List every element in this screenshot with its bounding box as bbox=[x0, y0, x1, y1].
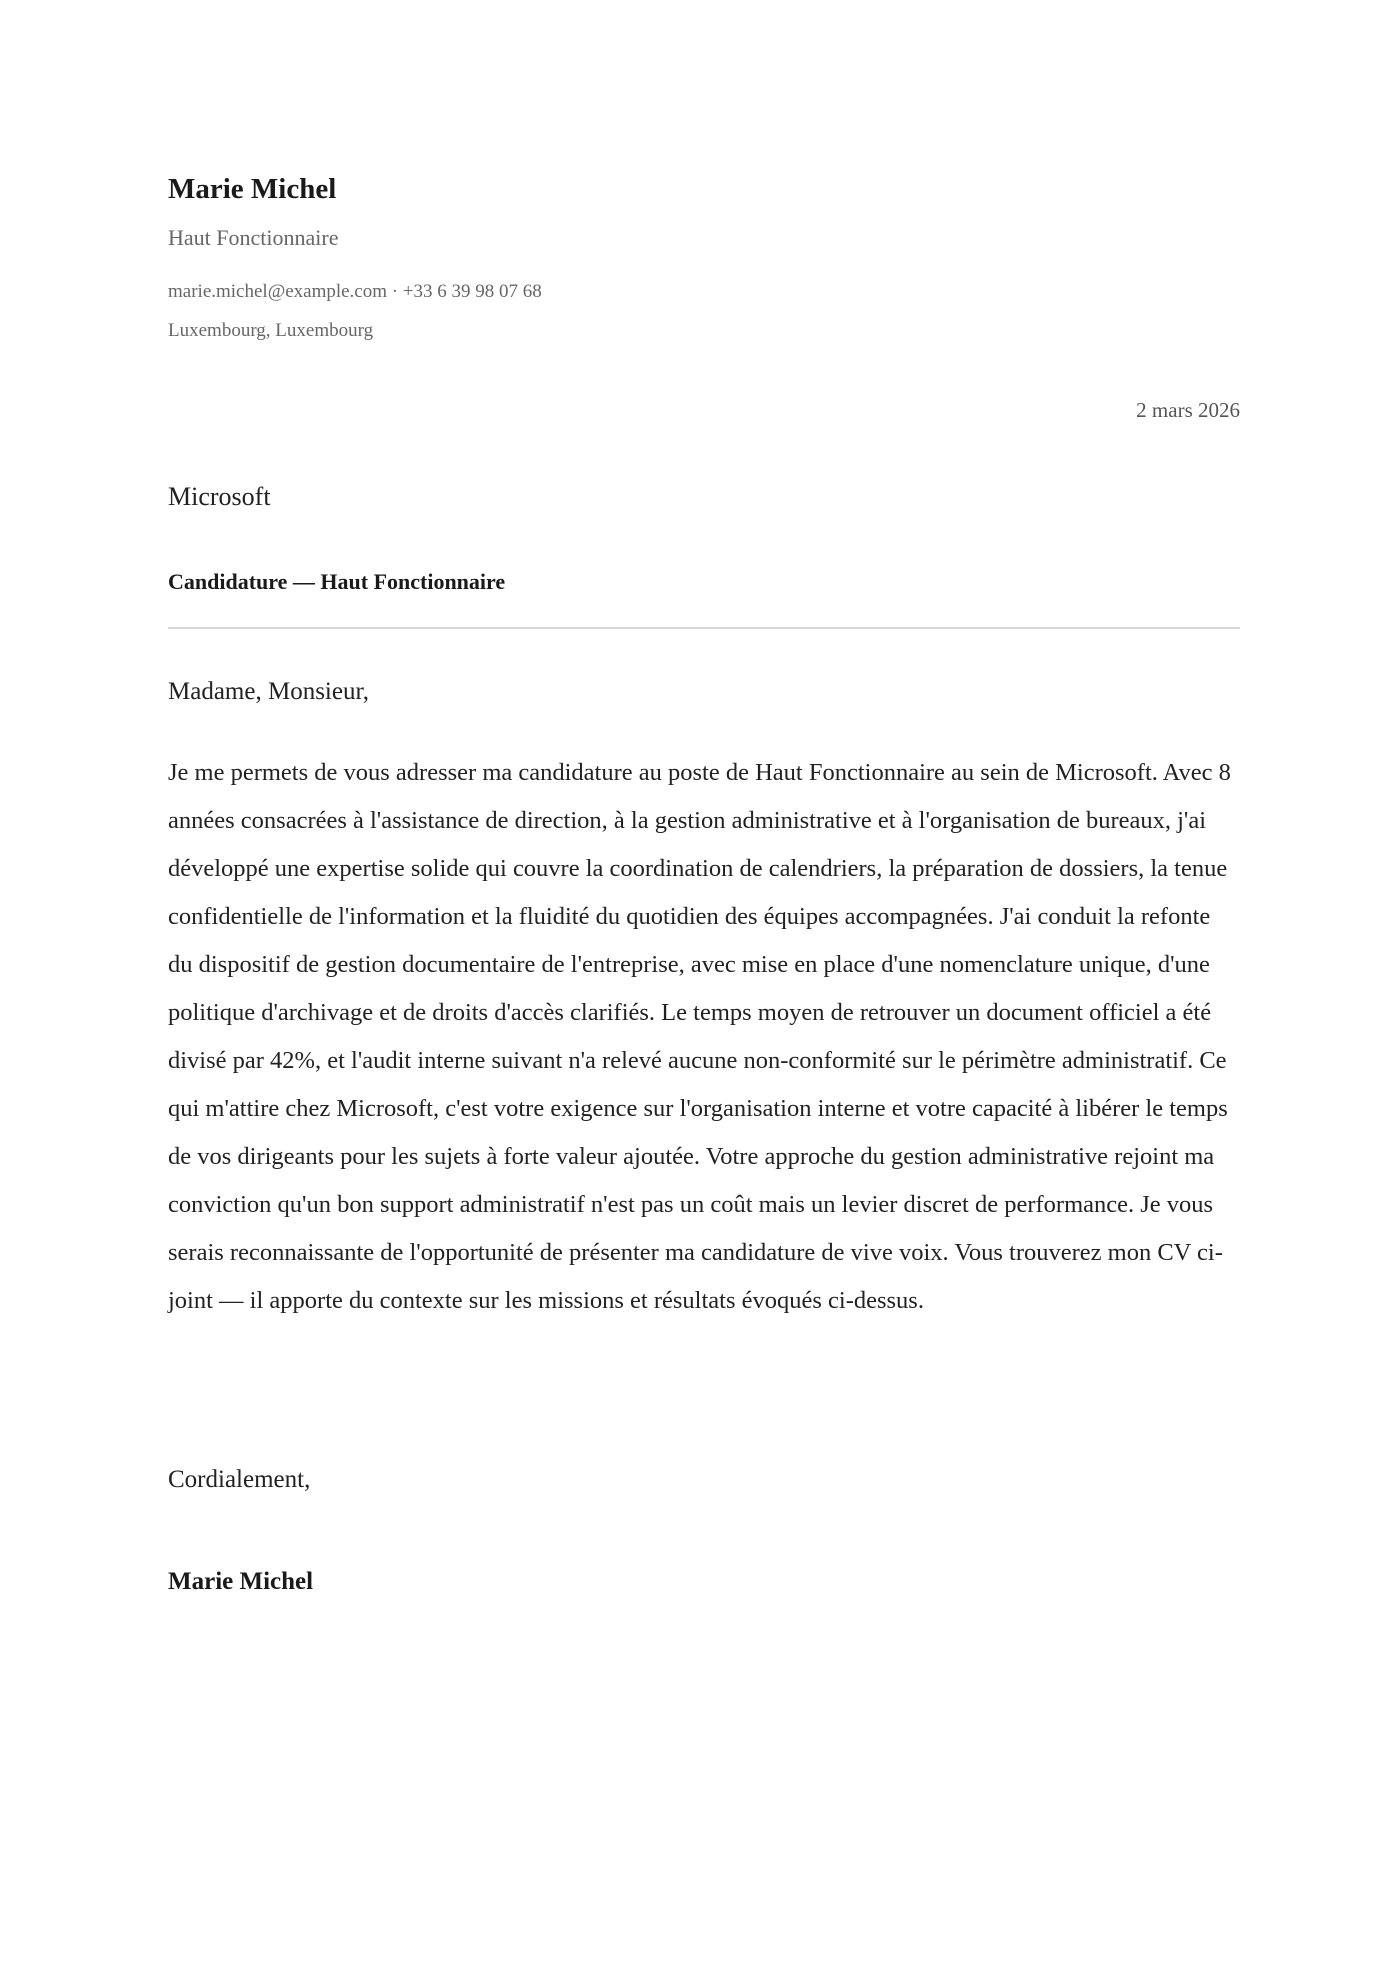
closing: Cordialement, bbox=[168, 1466, 311, 1493]
subject-line: Candidature — Haut Fonctionnaire bbox=[168, 569, 506, 594]
letter-body: Je me permets de vous adresser ma candidature au poste de Haut Fonctionnaire au sein de Microsoft. Avec 8 années consacrées à l'assistance de direction, à la gestion administrative et à l'organisation de bureaux, j'ai développé une expertise solide qui couvre la coordination de calendriers, la préparation de dossiers, la tenue confidentielle de l'information et la fluidité du quotidien des équipes accompagnées. J'ai conduit la refonte du dispositif de gestion documentaire de l'entreprise, avec mise en place d'une nomenclature unique, d'une politique d'archivage et de droits d'accès clarifiés. Le temps moyen de retrouver un document officiel a été divisé par 42%, et l'audit interne suivant n'a relevé aucune non-conformité sur le périmètre administratif. Ce qui m'attire chez Microsoft, c'est votre exigence sur l'organisation interne et votre capacité à libérer le temps de vos dirigeants pour les sujets à forte valeur ajoutée. Votre approche du gestion administrative rejoint ma conviction qu'un bon support administratif n'est pas un coût mais un levier discret de performance. Je vous serais reconnaissante de l'opportunité de présenter ma candidature de vive voix. Vous trouverez mon CV ci-joint — il apporte du contexte sur les missions et résultats évoqués ci-dessus. bbox=[168, 759, 1231, 1314]
letter-date: 2 mars 2026 bbox=[1136, 398, 1240, 422]
sender-contact: marie.michel@example.com · +33 6 39 98 07 68 bbox=[168, 281, 542, 302]
signature: Marie Michel bbox=[168, 1568, 314, 1595]
sender-name: Marie Michel bbox=[168, 173, 337, 205]
sender-location: Luxembourg, Luxembourg bbox=[168, 320, 374, 341]
letter-page bbox=[168, 0, 1240, 1980]
salutation: Madame, Monsieur, bbox=[168, 678, 370, 705]
sender-title: Haut Fonctionnaire bbox=[168, 225, 339, 250]
recipient: Microsoft bbox=[168, 482, 271, 511]
divider bbox=[168, 627, 1240, 629]
